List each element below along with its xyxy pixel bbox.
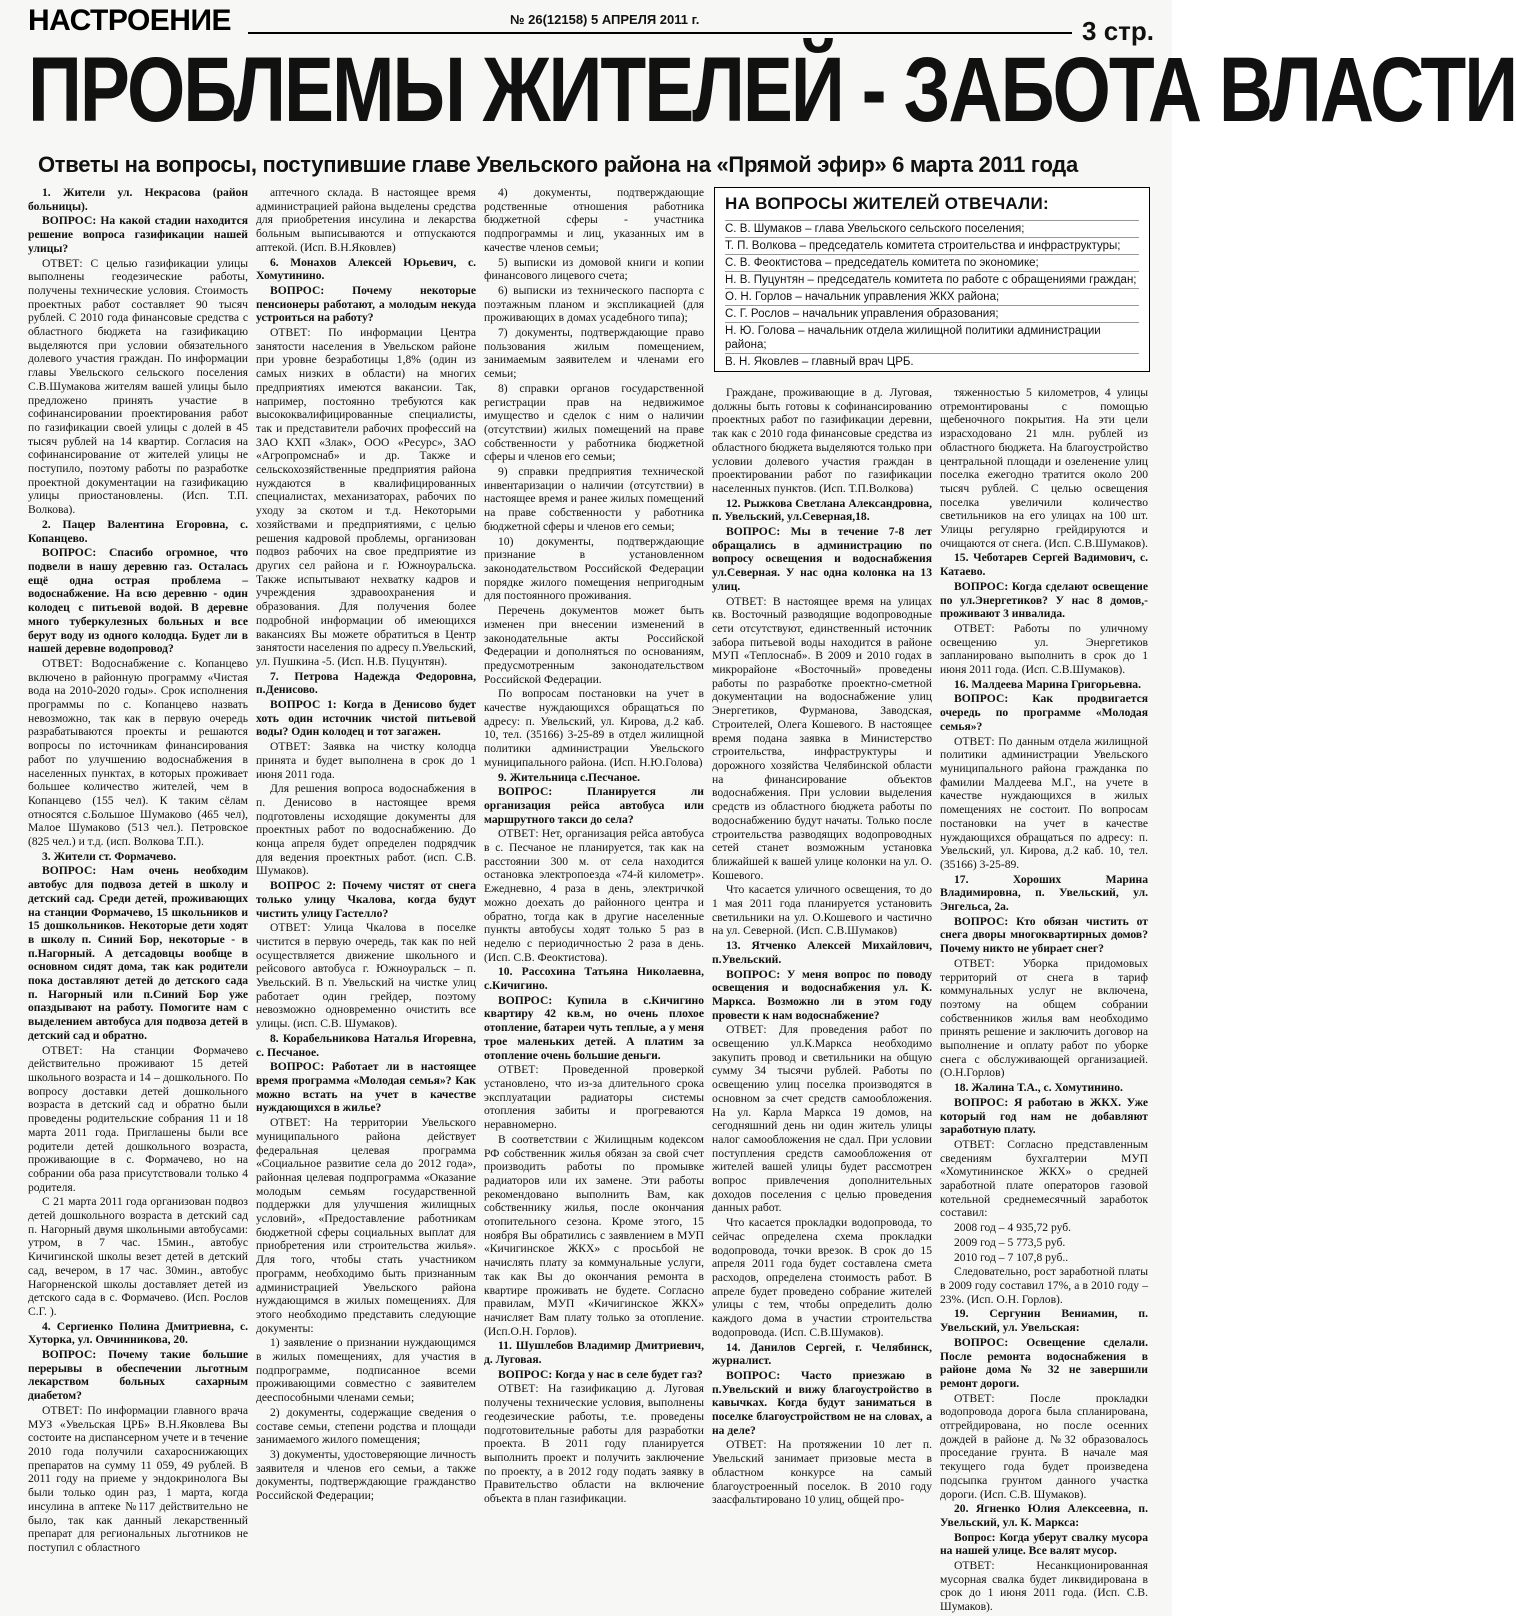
- answer-text: ОТВЕТ: На протяжении 10 лет п. Увельский занимает призовые места в областном конкурсе на самый благоустроенный поселок. В 2010 году заасфальтировано 10 улиц, общей про-: [712, 1438, 932, 1507]
- official-item: С. В. Шумаков – глава Увельского сельского поселения;: [725, 220, 1139, 237]
- column-3: [484, 186, 704, 1606]
- official-item: С. В. Феоктистова – председатель комитета по экономике;: [725, 254, 1139, 271]
- answer-text: Что касается прокладки водопровода, то сейчас определена схема прокладки водопровода, точки врезок. В срок до 15 апреля 2011 года будет составлена смета расходов, определена стоимость работ. В апреле будет проведено собрание жителей улицы с тем, чтобы определить долю каждого дома в участии строительства водопровода. (Исп. С.В.Шумаков).: [712, 1216, 932, 1339]
- question-text: ВОПРОС: Планируется ли организация рейса автобуса или маршрутного такси до села?: [484, 785, 704, 826]
- question-text: ВОПРОС: Почему такие большие перерывы в обеспечении льготным лекарством больных сахарным диабетом?: [28, 1348, 248, 1403]
- question-text: ВОПРОС: Работает ли в настоящее время программа «Молодая семья»? Как можно встать на учет в качестве нуждающихся в жилье?: [256, 1060, 476, 1115]
- item-heading: 15. Чеботарев Сергей Вадимович, с. Катаево.: [940, 551, 1148, 579]
- item-heading: 1. Жители ул. Некрасова (район больницы).: [28, 186, 248, 213]
- answer-text: 10) документы, подтверждающие признание в установленном законодательством Российской Федерации порядке жилого помещения непригодным для постоянного проживания.: [484, 534, 704, 603]
- item-heading: 8. Корабельникова Наталья Игоревна, с. Песчаное.: [256, 1031, 476, 1059]
- answer-text: ОТВЕТ: По данным отдела жилищной политики администрации Увельского муниципального района гражданка по фамилии Малдеева М.Г., на учете в качестве нуждающихся в жилых помещениях не состоит. По вопросам постановки на учет в качестве нуждающихся обращаться по адресу: п. Увельский, ул. Кирова, д.2 каб. 10, тел. (35166) 3-25-89.: [940, 734, 1148, 871]
- section-label: НАСТРОЕНИЕ: [28, 4, 232, 37]
- headline: ПРОБЛЕМЫ ЖИТЕЛЕЙ - ЗАБОТА ВЛАСТИ: [28, 38, 1516, 141]
- official-item: О. Н. Горлов – начальник управления ЖКХ района;: [725, 288, 1139, 305]
- item-heading: 12. Рыжкова Светлана Александровна, п. Увельский, ул.Северная,18.: [712, 496, 932, 524]
- answer-text: 6) выписки из технического паспорта с поэтажным планом и экспликацией (для проживающих в домах усадебного типа);: [484, 283, 704, 325]
- answer-text: ОТВЕТ: На газификацию д. Луговая получены технические условия, выполнены геодезические работы, т.е. проведены подготовительные работы для разработки проекта. В 2011 году планируется выполнить проект и получить заключение по проекту, а в 2012 году подать заявку в Правительство области на включение объекта в план газификации.: [484, 1382, 704, 1506]
- question-text: ВОПРОС: Почему некоторые пенсионеры работают, а молодым некуда устроиться на работу?: [256, 283, 476, 325]
- answer-text: ОТВЕТ: Улица Чкалова в поселке чистится в первую очередь, так как по ней осуществляется движение школьного и рейсового автобуса г. Южноуральск – п. Увельский. В п. Увельский на чистке улиц работает один грейдер, поэтому невозможно одновременно очистить все улицы. (исп. С.В. Шумаков).: [256, 921, 476, 1031]
- item-heading: 19. Сергунин Вениамин, п. Увельский, ул. Увельская:: [940, 1307, 1148, 1335]
- official-item: Н. Ю. Голова – начальник отдела жилищной политики администрации района;: [725, 322, 1139, 353]
- question-text: ВОПРОС: Освещение сделали. После ремонта водоснабжения в районе дома № 32 не завершили ремонт дороги.: [940, 1335, 1148, 1390]
- answer-text: В соответствии с Жилищным кодексом РФ собственник жилья обязан за свой счет производить работы по промывке радиаторов или их замене. Эти работы рекомендовано выполнить Вам, как собственнику жилья, после окончания отопительного сезона. Кроме этого, 15 ноября Вы обратились с заявлением в МУП «Кичигинское ЖКХ» с просьбой не начислять плату за коммунальные услуги, так как Вы до окончания ремонта в квартире проживать не будете. Согласно правилам, МУП «Кичигинское ЖКХ» начисляет Вам плату только за отопление. (Исп.О.Н. Горлов).: [484, 1132, 704, 1338]
- question-text: ВОПРОС: Спасибо огромное, что подвели в нашу деревню газ. Осталась ещё одна острая проблема – водоснабжение. На всю деревню - один колодец с питьевой водой. В деревне много туберкулезных больных и все берут воду из одного колодца. Будет ли в нашей деревне водопровод?: [28, 546, 248, 656]
- question-text: ВОПРОС: Нам очень необходим автобус для подвоза детей в школу и детский сад. Среди детей, проживающих на станции Формачево, 15 школьников и 15 дошкольников. Некоторые дети ходят в школу п. Синий Бор, некоторые - в п.Нагорный. А детсадовцы вообще в основном сидят дома, так как родители пока доставляют детей до детского сада п. Нагорный или п.Синий Бор уже опаздывают на работу. Помогите нам с выделением автобуса для подвоза детей в детский сад и обратно.: [28, 864, 248, 1042]
- answer-text: ОТВЕТ: Нет, организация рейса автобуса в с. Песчаное не планируется, так как на расстоянии 300 м. от села находится остановка электропоезда «74-й километр». Ежедневно, 4 раза в день, электричкой можно доехать до районного центра и обратно, тогда как в другие населенные пункты автобусы ходят только 5 раз в неделю с периодичностью 2 раза в день.(Исп. С.В. Феоктистова).: [484, 827, 704, 964]
- answer-text: ОТВЕТ: Работы по уличному освещению ул. Энергетиков запланировано выполнить в срок до 1 июня 2011 года. (Исп. С.В.Шумаков).: [940, 621, 1148, 677]
- answer-text: 9) справки предприятия технической инвентаризации о наличии (отсутствии) в настоящее время и ранее жилых помещений на праве собственности у работника бюджетной сферы и членов его семьи;: [484, 465, 704, 533]
- item-heading: 9. Жительница с.Песчаное.: [498, 770, 641, 784]
- column-1: [28, 186, 248, 1606]
- item-heading: 2. Пацер Валентина Егоровна, с. Копанцево.: [28, 517, 248, 545]
- answer-text: аптечного склада. В настоящее время администрацией района выделены средства для приобретения инсулина и лекарства больным выписываются и отпускаются аптекой. (Исп. В.Н.Яковлев): [256, 186, 476, 254]
- answer-text: Следовательно, рост заработной платы в 2009 году составил 17%, а в 2010 году – 23%. (Исп. О.Н. Горлов).: [940, 1265, 1148, 1306]
- answer-text: Граждане, проживающие в д. Луговая, должны быть готовы к софинансированию проектных работ по газификации деревни, так как с 2010 года финансовые средства из областного бюджета выделяются только при условии долевого участия граждан в проектировании работ по газификации населенных пунктов. (Исп. Т.П.Волкова): [712, 386, 932, 495]
- answer-text: 1) заявление о признании нуждающимся в жилых помещениях, для участия в подпрограмме, подписанное всеми проживающими совместно с заявителем дееспособными членами семьи;: [256, 1336, 476, 1405]
- question-text: ВОПРОС: Я работаю в ЖКХ. Уже который год нам не добавляют заработную плату.: [940, 1095, 1148, 1137]
- question-text: ВОПРОС: На какой стадии находится решение вопроса газификации нашей улицы?: [28, 214, 248, 255]
- answer-text: ОТВЕТ: Проведенной проверкой установлено, что из-за длительного срока эксплуатации радиаторы системы отопления забиты и прогреваются неравномерно.: [484, 1063, 704, 1132]
- answer-text: ОТВЕТ: Несанкционированная мусорная свалка будет ликвидирована в срок до 1 июня 2011 года. (Исп. С.В. Шумаков).: [940, 1559, 1148, 1614]
- answer-text: ОТВЕТ: С целью газификации улицы выполнены геодезические работы, получены технические условия. Стоимость проектных работ составляет 90 тысяч рублей. С 2010 года финансовые средства с областного бюджета на газификацию выделяются при условии обязательного долевого участия граждан. По информации главы Увельского сельского поселения С.В.Шумакова жителям вашей улицы было предложено принять участие в софинансировании проектирования работ по газификации своей улицы с долей в 45 тысяч рублей на 14 квартир. Согласия на софинансирование от жителей улицы не поступило, поэтому работы по разработке проектной документации на газификацию улицы приостановлены. (Исп. Т.П. Волкова).: [28, 256, 248, 517]
- item-heading: 6. Монахов Алексей Юрьевич, с. Хомутинино.: [256, 255, 476, 283]
- page-number: 3 стр.: [1082, 16, 1154, 46]
- question-text: ВОПРОС: Часто приезжаю в п.Увельский и вижу благоустройство в кавычках. Когда будут заниматься в поселке благоустройством не на словах, а на деле?: [712, 1368, 932, 1437]
- answer-text: 2010 год – 7 107,8 руб..: [954, 1250, 1069, 1264]
- answer-text: 3) документы, удостоверяющие личность заявителя и членов его семьи, а также документы, подтверждающие гражданство Российской Федерации;: [256, 1447, 476, 1503]
- answer-text: ОТВЕТ: Согласно представленным сведениям бухгалтерии МУП «Хомутининское ЖКХ» о средней заработной плате операторов газовой котельной среднемесячный заработок составил:: [940, 1137, 1148, 1220]
- question-text: ВОПРОС 2: Почему чистят от снега только улицу Чкалова, когда будут чистить улицу Гастелло?: [256, 879, 476, 920]
- officials-box-title: НА ВОПРОСЫ ЖИТЕЛЕЙ ОТВЕЧАЛИ:: [725, 194, 1049, 213]
- answer-text: ОТВЕТ: Для проведения работ по освещению ул.К.Маркса необходимо закупить провод и светильники на общую сумму 34 тысячи рублей. Работы по освещению улиц поселка производятся в основном за счет средств самообложения. На ул. Карла Маркса 19 домов, на сегодняшний день ни один житель улицы налог самообложения не сдал. При условии поступления средств самообложения от жителей вашей улицы будет рассмотрен вопрос привлечения дополнительных доходов поселения с целью проведения данных работ.: [712, 1023, 932, 1215]
- official-item: В. Н. Яковлев – главный врач ЦРБ.: [725, 353, 1139, 370]
- answer-text: Что касается уличного освещения, то до 1 мая 2011 года планируется установить светильники на ул. О.Кошевого и частично на ул. Северной. (Исп. С.В.Шумаков): [712, 883, 932, 938]
- official-item: С. Г. Рослов – начальник управления образования;: [725, 305, 1139, 322]
- answer-text: ОТВЕТ: Заявка на чистку колодца принята и будет выполнена в срок до 1 июня 2011 года.: [256, 740, 476, 781]
- item-heading: 16. Малдеева Марина Григорьевна.: [954, 677, 1141, 691]
- question-text: ВОПРОС: Когда сделают освещение по ул.Энергетиков? У нас 8 домов,-проживают 3 инвалида.: [940, 579, 1148, 621]
- question-text: ВОПРОС: У меня вопрос по поводу освещения и водоснабжения ул. К. Маркса. Возможно ли в этом году провести к нам водоснабжение?: [712, 967, 932, 1022]
- answer-text: ОТВЕТ: После прокладки водопровода дорога была спланирована, отгрейдирована, но после осенних дождей в районе д. №32 образовалось проседание грунта. В начале мая текущего года будет произведена подсыпка грунтом данного участка дороги. (Исп. С.В. Шумаков).: [940, 1391, 1148, 1501]
- question-text: ВОПРОС: Когда у нас в селе будет газ?: [498, 1367, 703, 1381]
- question-text: ВОПРОС: Мы в течение 7-8 лет обращались в администрацию по вопросу освещения и водоснабжения ул.Северная. У нас одна колонка на 13 улиц.: [712, 525, 932, 593]
- answer-text: С 21 марта 2011 года организован подвоз детей дошкольного возраста в детский сад п. Нагорный двумя школьными автобусами: утром, в 7 час. 15мин., автобус Кичигинской школы везет детей в детский сад, вечером, в 17 час. 30мин., автобус Нагорненской школы доставляет детей из детского сада в с. Формачево. (Исп. Рослов С.Г. ).: [28, 1195, 248, 1318]
- question-text: ВОПРОС: Как продвигается очередь по программе «Молодая семья»?: [940, 692, 1148, 733]
- question-text: ВОПРОС 1: Когда в Денисово будет хоть один источник чистой питьевой воды? Один колодец и тот загажен.: [256, 698, 476, 739]
- official-item: Т. П. Волкова – председатель комитета строительства и инфраструктуры;: [725, 237, 1139, 254]
- answer-text: По вопросам постановки на учет в качестве нуждающихся обращаться по адресу: п. Увельский, ул. Кирова, д.2 каб. 10, тел. (35166) 3-25-89 в отдел жилищной политики администрации Увельского муниципального района. (Исп. Н.Ю.Голова): [484, 687, 704, 769]
- answer-text: ОТВЕТ: В настоящее время на улицах кв. Восточный разводящие водопроводные сети отсутствуют, единственный источник забора питьевой воды находится в районе МУП «Теплоснаб». В 2009 и 2010 годах в микрорайоне «Восточный» проведены работы по разработке проектно-сметной документации на водоснабжение улиц Энергетиков, Фурманова, Заводская, Строителей, Олега Кошевого. В настоящее время подана заявка в Министерство строительства, инфраструктуры и дорожного хозяйства Челябинской области на финансирование объектов водоснабжения. При условии выделения средств из областного бюджета работы по водоснабжению будут начаты. Только после строительства разводящих водопроводных сетей станет возможным установка ближайшей к вашей улице колонки на ул. О. Кошевого.: [712, 594, 932, 882]
- officials-box: [714, 187, 1150, 372]
- answer-text: 7) документы, подтверждающие право пользования жилым помещением, занимаемым заявителем и членами его семьи;: [484, 326, 704, 381]
- subheadline: Ответы на вопросы, поступившие главе Увельского района на «Прямой эфир» 6 марта 2011 года: [38, 152, 1078, 177]
- item-heading: 13. Ятченко Алексей Михайлович, п.Увельский.: [712, 939, 932, 966]
- answer-text: Перечень документов может быть изменен при внесении изменений в законодательные акты Российской Федерации и дополняться по основаниям, предусмотренным законодательством Российской Федерации.: [484, 604, 704, 686]
- issue-info: № 26(12158) 5 АПРЕЛЯ 2011 г.: [510, 12, 700, 27]
- answer-text: ОТВЕТ: На территории Увельского муниципального района действует федеральная целевая программа «Социальное развитие села до 2012 года», районная целевая подпрограмма «Оказание молодым семьям государственной поддержки для улучшения жилищных условий», «Предоставление работникам бюджетной сферы социальных выплат для приобретения или строительства жилья». Для того, чтобы стать участником программ, необходимо быть признанным администрацией Увельского района нуждающимся в жилых помещениях. Для этого необходимо представить следующие документы:: [256, 1116, 476, 1335]
- column-2: [256, 186, 476, 1606]
- answer-text: ОТВЕТ: Водоснабжение с. Копанцево включено в районную программу «Чистая вода на 2010-2020 годы». Срок исполнения программы по с. Копанцево назвать невозможно, так как в первую очередь разрабатываются проекты и решаются вопросы по источникам финансирования работ по улучшению водоснабжения в населенных пунктах, в которых проживает большее количество жителей, чем в Копанцево (155 чел). К таким сёлам относятся с.Большое Шумаково (465 чел), Малое Шумаково (513 чел.). Петровское (825 чел.) и т.д. (исп. Волкова Т.П.).: [28, 656, 248, 849]
- column-5: [940, 386, 1148, 1614]
- question-text: Вопрос: Когда уберут свалку мусора на нашей улице. Все валят мусор.: [940, 1530, 1148, 1558]
- answer-text: тяженностью 5 километров, 4 улицы отремонтированы с помощью щебеночного покрытия. На эти цели израсходовано 21 млн. рублей из областного бюджета. На благоустройство центральной площади и озеленение улиц поселка ежегодно тратится около 200 тысяч рублей. С целью освещения поселка увеличили количество светильников на его улицах на 100 шт. Улицы регулярно грейдируются и очищаются от снега. (Исп. С.В.Шумаков).: [940, 386, 1148, 550]
- question-text: ВОПРОС: Купила в с.Кичигино квартиру 42 кв.м, но очень плохое отопление, батареи чуть теплые, а у меня трое маленьких детей. А платим за отопление очень большие деньги.: [484, 993, 704, 1062]
- item-heading: 20. Ягненко Юлия Алексеевна, п. Увельский, ул. К. Маркса:: [940, 1502, 1148, 1529]
- answer-text: Для решения вопроса водоснабжения в п. Денисово в настоящее время подготовлены исходящие документы для проектных работ по водоснабжению. До конца апреля будет определен подрядчик для ведения проектных работ. (исп. С.В. Шумаков).: [256, 782, 476, 878]
- official-item: Н. В. Пуцунтян – председатель комитета по работе с обращениями граждан;: [725, 271, 1139, 288]
- answer-text: ОТВЕТ: Уборка придомовых территорий от снега в тариф коммунальных услуг не включена, поэтому на общем собрании собственников жилья вам необходимо принять решение и заключить договор на выполнение и оплату работ по уборке снега с обслуживающей организацией. (О.Н.Горлов): [940, 956, 1148, 1080]
- top-rule: [248, 32, 1072, 34]
- officials-list: [715, 220, 1149, 370]
- answer-text: 2008 год – 4 935,72 руб.: [954, 1221, 1072, 1235]
- answer-text: ОТВЕТ: По информации главного врача МУЗ «Увельская ЦРБ» В.Н.Яковлева Вы состоите на диспансерном учете и в течение 2010 года получили сахароснижающих препаратов на сумму 11 059, 49 рублей. В 2011 году на приеме у эндокринолога Вы были только один раз, 1 марта, когда инсулина в аптеке №117 действительно не было, так как данный лекарственный препарат для региональных льготников не поступил с областного: [28, 1403, 248, 1554]
- answer-text: 5) выписки из домовой книги и копии финансового лицевого счета;: [484, 255, 704, 283]
- answer-text: 4) документы, подтверждающие родственные отношения работника бюджетной сферы - участника подпрограммы и лиц, указанных им в качестве членов семьи;: [484, 186, 704, 254]
- item-heading: 18. Жалина Т.А., с. Хомутинино.: [954, 1081, 1123, 1095]
- answer-text: 2009 год – 5 773,5 руб.: [954, 1235, 1066, 1249]
- column-4: [712, 386, 932, 1606]
- item-heading: 11. Шушлебов Владимир Дмитриевич, д. Луговая.: [484, 1339, 704, 1367]
- item-heading: 10. Рассохина Татьяна Николаевна, с.Кичигино.: [484, 965, 704, 993]
- item-heading: 4. Сергиенко Полина Дмитриевна, с. Хуторка, ул. Овчинникова, 20.: [28, 1319, 248, 1347]
- answer-text: ОТВЕТ: По информации Центра занятости населения в Увельском районе при уровне безработицы 1,8% (один из самых низких в области) на многих предприятиях имеются вакансии. Так, например, постоянно требуются как высококвалифицированные специалисты, так и представители рабочих профессий на ЗАО КХП «Злак», ООО «Ресурс», ЗАО «Агропромснаб» и др. Также и сельскохозяйственные предприятия района нуждаются в квалифицированных специалистах, механизаторах, рабочих по уходу за скотом и т.д. Некоторыми хозяйствами и предприятиями, с целью решения кадровой проблемы, организован подвоз рабочих на свое предприятие из других сел района и г. Южноуральска. Также испытывают нехватку кадров и учреждения здравоохранения и образования. Для получения более подробной информации об имеющихся вакансиях Вы можете обратиться в Центр занятости населения по адресу п.Увельский, ул. Пушкина -5. (Исп. Н.В. Пуцунтян).: [256, 326, 476, 668]
- answer-text: ОТВЕТ: На станции Формачево действительно проживают 15 детей школьного возраста и 14 – дошкольного. По вопросу доставки детей дошкольного возраста в детский сад и обратно были проведены родительские собрания 11 и 18 марта 2011 года. Приглашены были все родители детей дошкольного возраста, проживающие в с. Формачево, но на собрании оба раза присутствовали только 4 родителя.: [28, 1043, 248, 1194]
- answer-text: 8) справки органов государственной регистрации прав на недвижимое имущество и сделок с ним о наличии (отсутствии) жилых помещений на праве собственности у работника бюджетной сферы и членов его семьи;: [484, 381, 704, 464]
- item-heading: 3. Жители ст. Формачево.: [42, 849, 177, 863]
- question-text: ВОПРОС: Кто обязан чистить от снега дворы многоквартирных домов? Почему никто не убирает снег?: [940, 914, 1148, 956]
- item-heading: 17. Хорошиx Марина Владимировна, п. Увельский, ул. Энгельса, 2а.: [940, 872, 1148, 914]
- item-heading: 7. Петрова Надежда Федоровна, п.Денисово.: [256, 669, 476, 697]
- answer-text: 2) документы, содержащие сведения о составе семьи, степени родства и площади занимаемого жилого помещения;: [256, 1405, 476, 1447]
- item-heading: 14. Данилов Сергей, г. Челябинск, журналист.: [712, 1340, 932, 1368]
